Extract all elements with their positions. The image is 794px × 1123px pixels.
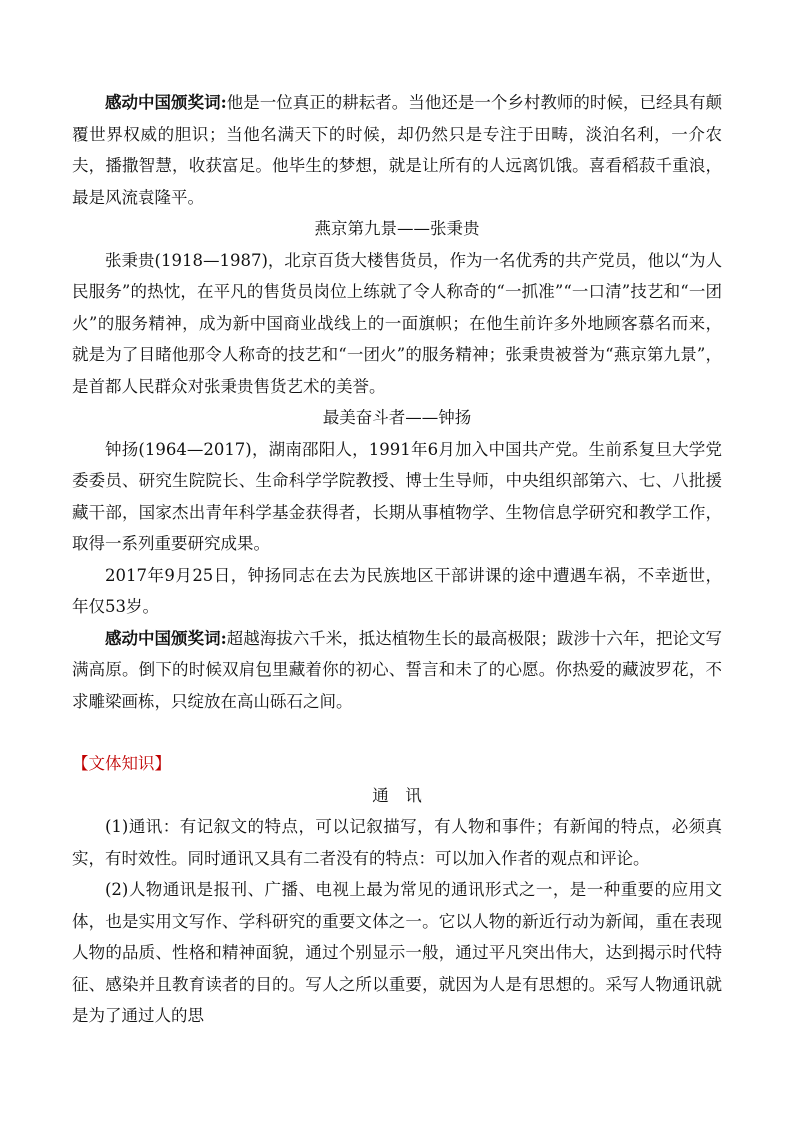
document-page <box>72 87 722 1032</box>
zhang-paragraph: 张秉贵(1918—1987)，北京百货大楼售货员，作为一名优秀的共产党员，他以“为人民服务”的热忱，在平凡的售货员岗位上练就了令人称奇的“一抓准”“一口清”技艺和“一团火”的服务精神，成为新中国商业战线上的一面旗帜；在他生前许多外地顾客慕名而来，就是为了目睹他那令人称奇的技艺和“一团火”的服务精神；张秉贵被誉为“燕京第九景”，是首都人民群众对张秉贵售货艺术的美誉。 <box>72 250 722 396</box>
award-text: 超越海拔六千米，抵达植物生长的最高极限；跋涉十六年，把论文写满高原。倒下的时候双肩包里藏着你的初心、誓言和未了的心愿。你热爱的藏波罗花，不求雕梁画栋，只绽放在高山砾石之间。 <box>72 628 723 711</box>
knowledge-item-2: (2)人物通讯是报刊、广播、电视上最为常见的通讯形式之一，是一种重要的应用文体，也是实用文写作、学科研究的重要文体之一。它以人物的新近行动为新闻，重在表现人物的品质、性格和精神面貌，通过个别显示一般，通过平凡突出伟大，达到揭示时代特征、感染并且教育读者的目的。写人之所以重要，就因为人是有思想的。采写人物通讯就是为了通过人的思 <box>72 880 722 1025</box>
zhong-paragraph-2: 2017年9月25日，钟扬同志在去为民族地区干部讲课的途中遭遇车祸，不幸逝世，年仅53岁。 <box>72 565 722 616</box>
spacer <box>72 717 722 748</box>
genre-knowledge-tag: 【文体知识】 <box>72 754 171 773</box>
award-label: 感动中国颁奖词: <box>105 93 227 112</box>
award-text: 他是一位真正的耕耘者。当他还是一个乡村教师的时候，已经具有颠覆世界权威的胆识；当他名满天下的时候，却仍然只是专注于田畴，淡泊名利，一介农夫，播撒智慧，收获富足。他毕生的梦想，就是让所有的人远离饥饿。喜看稻菽千重浪，最是风流袁隆平。 <box>72 93 723 207</box>
award-paragraph-2 <box>72 623 722 718</box>
section-title-zhang: 燕京第九景——张秉贵 <box>314 219 480 238</box>
genre-title: 通 讯 <box>372 785 422 805</box>
section-tag <box>72 748 722 780</box>
section-title-zhong: 最美奋斗者——钟扬 <box>322 408 472 427</box>
award-label: 感动中国颁奖词: <box>105 628 227 648</box>
knowledge-item-1: (1)通讯：有记叙文的特点，可以记叙描写，有人物和事件；有新闻的特点，必须真实，有时效性。同时通讯又具有二者没有的特点：可以加入作者的观点和评论。 <box>72 817 722 868</box>
zhong-paragraph-1: 钟扬(1964—2017)，湖南邵阳人，1991年6月加入中国共产党。生前系复旦大学党委委员、研究生院院长、生命科学学院教授、博士生导师，中央组织部第六、七、八批援藏干部，国家杰出青年科学基金获得者，长期从事植物学、生物信息学研究和教学工作，取得一系列重要研究成果。 <box>72 439 722 553</box>
award-paragraph-1 <box>72 87 722 213</box>
